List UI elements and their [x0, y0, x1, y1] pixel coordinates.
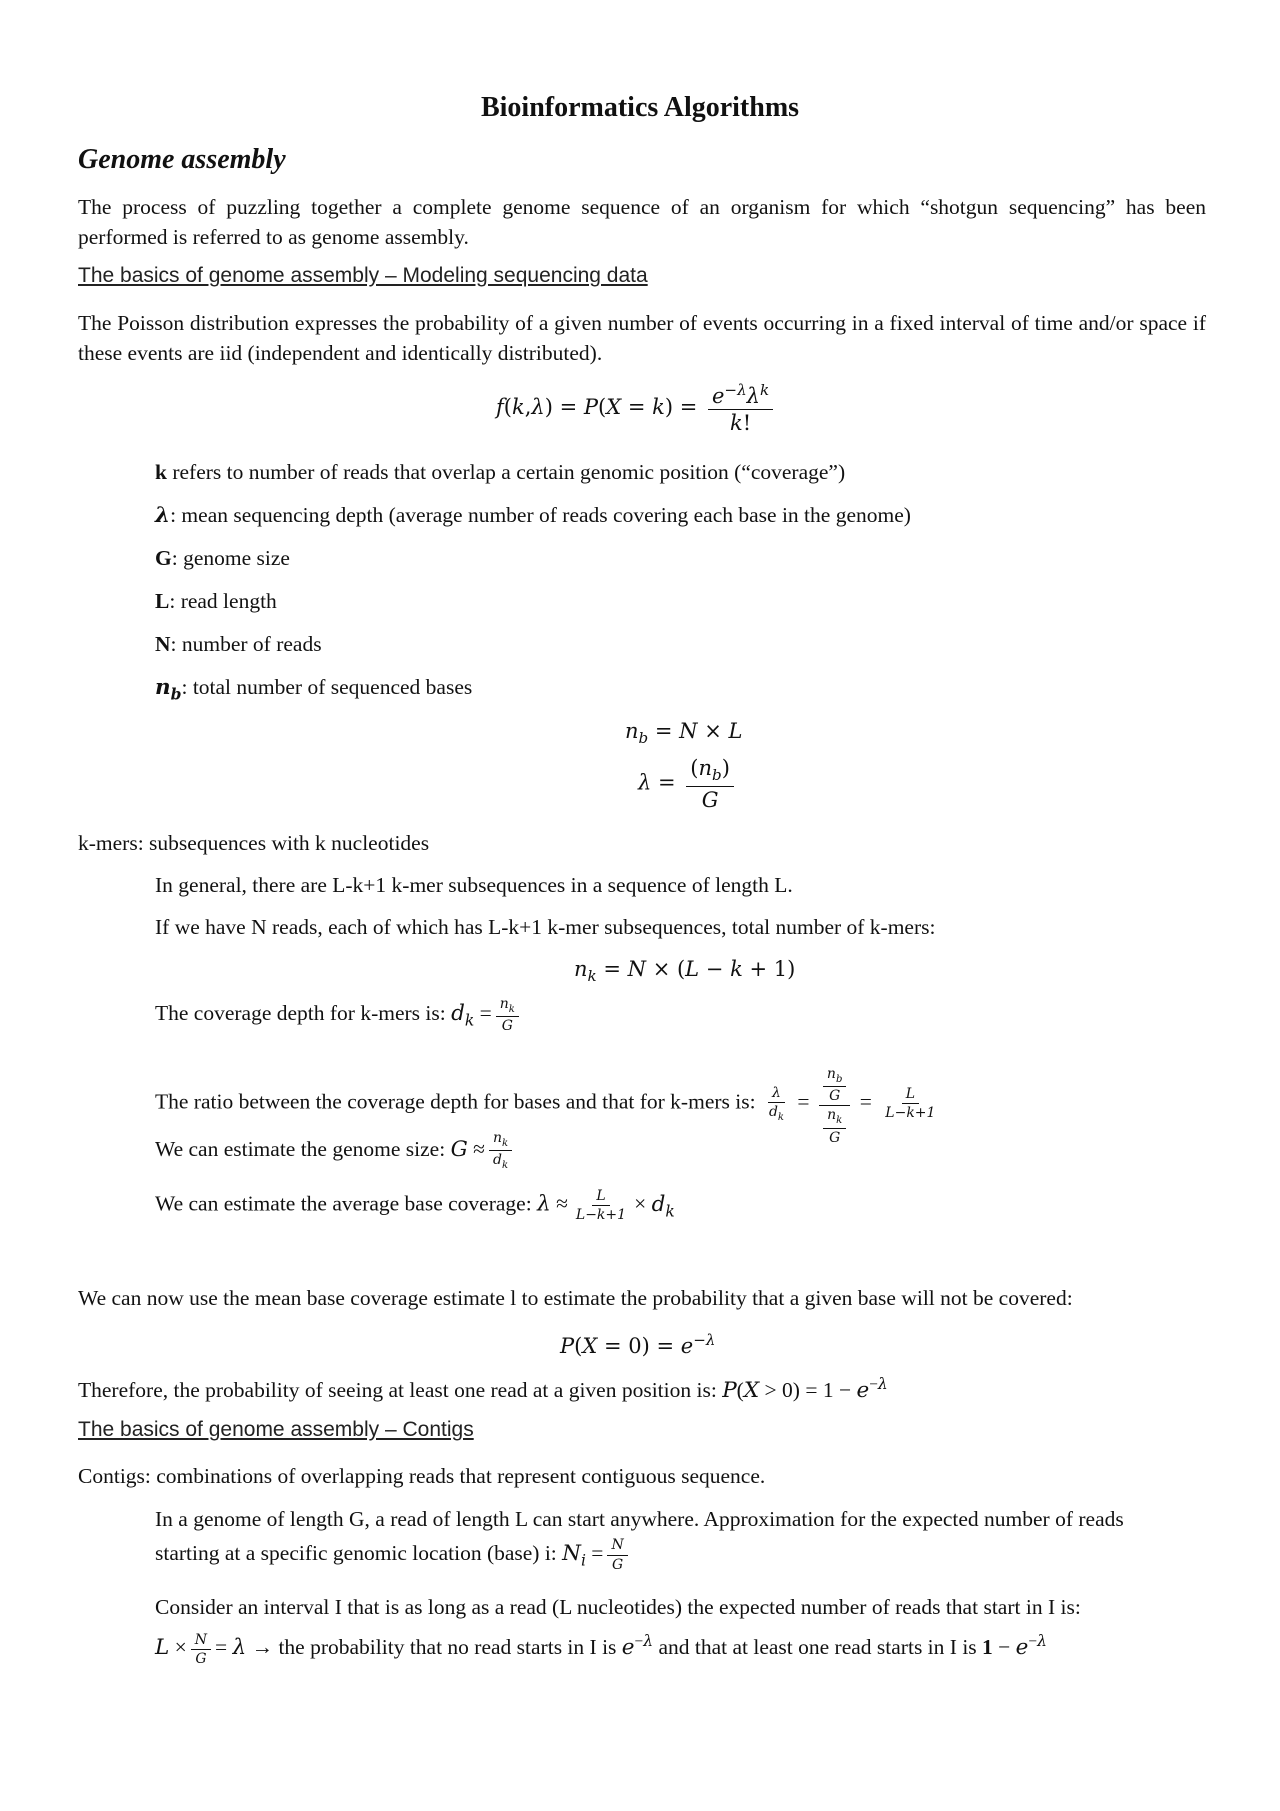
poisson-formula: f(k,λ) = P(X = k) = $\frac{e^{-\lambda}\lambda^k}{k!}$ — [496, 382, 777, 435]
definition-nb: $n_b$: total number of sequenced bases — [155, 675, 473, 704]
formula-nk: $n_k = N \times (L - k + 1)$ — [574, 957, 796, 986]
kmers-heading: k-mers: subsequences with k nucleotides — [78, 831, 430, 855]
definition-g: G: genome size — [155, 546, 290, 570]
definition-lambda: λ: mean sequencing depth (average number of reads covering each base in the genome) — [155, 503, 911, 528]
document-title: Bioinformatics Algorithms — [480, 92, 800, 123]
at-least-one-line: Therefore, the probability of seeing at least one read at a given position is: $P(X > 0) = 1 - e^{-\lambda}$ — [78, 1375, 888, 1404]
formula-lambda: λ = $\frac{(n_b)}{G}$ — [638, 756, 738, 812]
contigs-paragraph-1: In a genome of length G, a read of length L can start anywhere. Approximation for the expected number of reads starting at a specific genomic location (base) i: $N_i$ = $\frac{N}{G}$ — [155, 1507, 1124, 1573]
section-heading: Genome assembly — [78, 144, 286, 175]
subsection-heading-contigs: The basics of genome assembly – Contigs — [78, 1418, 474, 1441]
ratio-line: The ratio between the coverage depth for bases and that for k-mers is: $\frac{\lambda}{d_k}$ = $\frac{\frac{n_b}{G}}{\frac{n_k}{G}}$ = $\frac{L}{L-k+1}$ — [155, 1066, 936, 1146]
formula-nb: $n_b = N \times L$ — [625, 719, 743, 748]
contigs-definition: Contigs: combinations of overlapping reads that represent contiguous sequence. — [78, 1464, 766, 1488]
not-covered-paragraph: We can now use the mean base coverage estimate l to estimate the probability that a given base will not be covered: — [78, 1286, 1073, 1310]
definition-n: N: number of reads — [155, 632, 322, 656]
base-coverage-estimate: We can estimate the average base coverage: λ ≈ $\frac{L}{L-k+1}$ × $d_k$ — [155, 1188, 675, 1224]
intro-paragraph: The process of puzzling together a complete genome sequence of an organism for which “shotgun sequencing” has been performed is referred to as genome assembly. — [78, 195, 1206, 249]
subsection-heading-modeling: The basics of genome assembly – Modeling sequencing data — [78, 264, 648, 287]
kmers-line-1: In general, there are L-k+1 k-mer subsequences in a sequence of length L. — [155, 873, 793, 897]
kmers-line-2: If we have N reads, each of which has L-k+1 k-mer subsequences, total number of k-mers: — [155, 915, 936, 939]
definition-k: k refers to number of reads that overlap a certain genomic position (“coverage”) — [155, 460, 846, 484]
contigs-paragraph-2: Consider an interval I that is as long as a read (L nucleotides) the expected number of reads that start in I is: L × $\frac{N}{G}$ = λ → the probability that no read starts in I is $e^{-\lambda}$ and that at least one read starts in I is $1 - e^{-\lambda}$ — [155, 1595, 1081, 1667]
genome-size-estimate: We can estimate the genome size: G ≈ $\frac{n_k}{d_k}$ — [155, 1130, 516, 1172]
definition-l: L: read length — [155, 589, 277, 613]
formula-p-zero: $P(X = 0) = e^{-\lambda}$ — [560, 1331, 716, 1358]
poisson-paragraph: The Poisson distribution expresses the probability of a given number of events occurring in a fixed interval of time and/or space if these events are iid (independent and identically distributed). — [78, 311, 1206, 365]
coverage-depth-line: The coverage depth for k-mers is: $d_k$ = $\frac{n_k}{G}$ — [155, 996, 523, 1034]
